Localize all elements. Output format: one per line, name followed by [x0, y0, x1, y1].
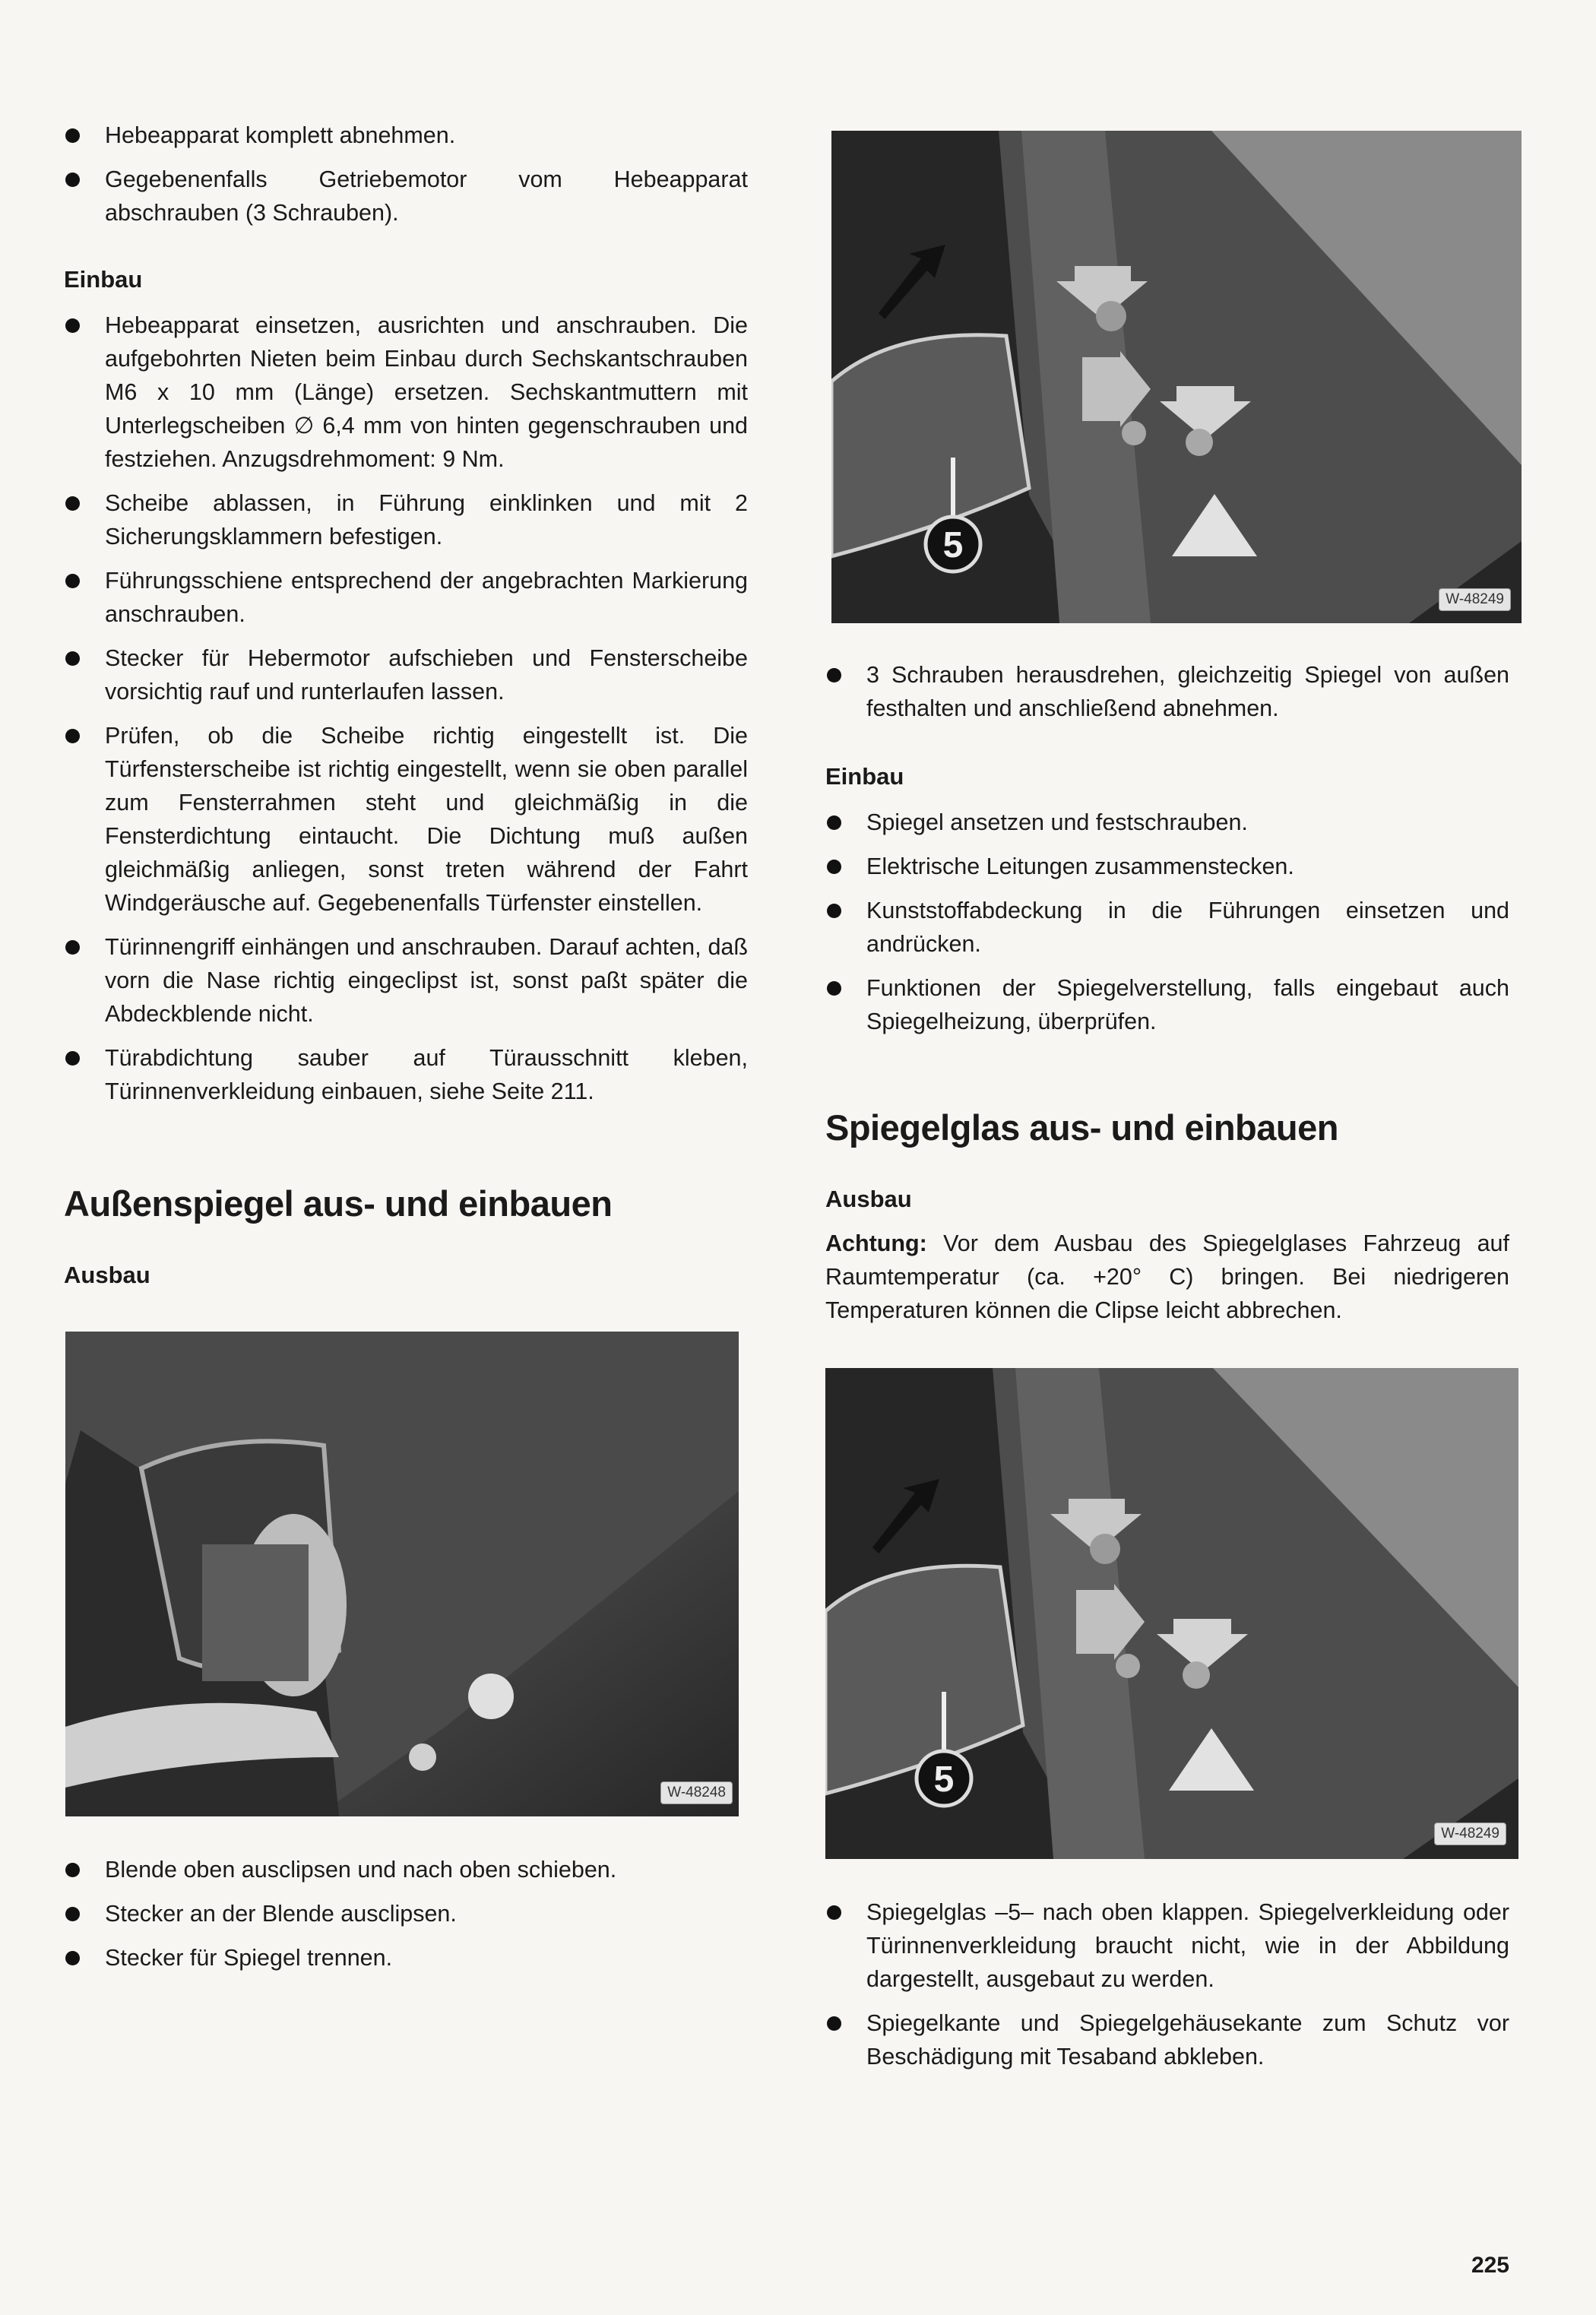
mirror-glass-steps-list	[825, 1895, 1509, 2084]
list-item-text: Funktionen der Spiegelverstellung, falls eingebaut auch Spiegelheizung, überprüfen.	[866, 975, 1509, 1034]
list-item-text: 3 Schrauben herausdrehen, gleichzeitig Spiegel von außen festhalten und anschließend abnehmen.	[866, 662, 1509, 721]
bullet-icon	[827, 2016, 841, 2031]
bullet-icon	[65, 318, 80, 333]
bullet-icon	[827, 904, 841, 918]
mirror-unscrew-steps-list	[825, 658, 1509, 736]
einbau-heading: Einbau	[825, 763, 904, 790]
list-item	[64, 1853, 748, 1886]
removal-steps-list	[64, 119, 748, 240]
marker-label-5: 5	[942, 525, 964, 565]
bullet-icon	[65, 651, 80, 666]
marker-label-5: 5	[933, 1759, 955, 1800]
photo-illustration	[65, 1332, 739, 1816]
list-item	[64, 641, 748, 708]
list-item	[825, 806, 1509, 839]
list-item	[64, 930, 748, 1031]
list-item	[825, 2006, 1509, 2073]
bullet-icon	[65, 1951, 80, 1965]
bullet-icon	[65, 1863, 80, 1877]
bullet-icon	[65, 1051, 80, 1066]
figure-code-label: W-48249	[1439, 588, 1511, 611]
list-item	[64, 1897, 748, 1930]
bullet-icon	[827, 981, 841, 996]
list-item	[64, 309, 748, 476]
list-item-text: Prüfen, ob die Scheibe richtig eingestellt ist. Die Türfensterscheibe ist richtig eingestellt, wenn sie oben parallel zum Fensterrahmen steht und gleichmäßig in die Fensterdichtung eintaucht. Die Dichtung muß außen gleichmäßig anliegen, sonst treten während der Fahrt Windgeräusche auf. Gegebenenfalls Türfenster einstellen.	[105, 723, 748, 916]
list-item-text: Kunststoffabdeckung in die Führungen einsetzen und andrücken.	[866, 898, 1509, 957]
warning-label: Achtung:	[825, 1230, 927, 1256]
list-item-text: Spiegelglas –5– nach oben klappen. Spiegelverkleidung oder Türinnenverkleidung braucht nicht, wie in der Abbildung dargestellt, ausgebaut zu werden.	[866, 1899, 1509, 1992]
list-item-text: Scheibe ablassen, in Führung einklinken und mit 2 Sicherungsklammern befestigen.	[105, 490, 748, 549]
bullet-icon	[65, 496, 80, 511]
figure-code-label: W-48248	[660, 1781, 733, 1804]
bullet-icon	[827, 815, 841, 830]
list-item	[825, 894, 1509, 961]
section-title-spiegelglas: Spiegelglas aus- und einbauen	[825, 1107, 1338, 1148]
bullet-icon	[827, 860, 841, 874]
warning-paragraph	[825, 1227, 1509, 1327]
list-item-text: Blende oben ausclipsen und nach oben schieben.	[105, 1857, 617, 1883]
figure-code-label: W-48249	[1434, 1823, 1506, 1845]
list-item-text: Türinnengriff einhängen und anschrauben. Darauf achten, daß vorn die Nase richtig eingeclipst ist, sonst paßt später die Abdeckblende nicht.	[105, 934, 748, 1027]
list-item-text: Stecker für Hebermotor aufschieben und Fensterscheibe vorsichtig rauf und runterlaufen lassen.	[105, 645, 748, 705]
list-item-text: Türabdichtung sauber auf Türausschnitt kleben, Türinnenverkleidung einbauen, siehe Seite 211.	[105, 1045, 748, 1104]
bullet-icon	[827, 668, 841, 682]
list-item-text: Gegebenenfalls Getriebemotor vom Hebeapparat abschrauben (3 Schrauben).	[105, 166, 748, 226]
list-item-text: Hebeapparat komplett abnehmen.	[105, 122, 456, 148]
ausbau-heading: Ausbau	[64, 1262, 150, 1288]
list-item	[64, 163, 748, 230]
mirror-removal-steps-list	[64, 1853, 748, 1985]
bullet-icon	[65, 574, 80, 588]
bullet-icon	[65, 128, 80, 143]
einbau-heading: Einbau	[64, 266, 143, 293]
list-item	[825, 658, 1509, 725]
bullet-icon	[65, 729, 80, 743]
list-item	[825, 850, 1509, 883]
ausbau-heading: Ausbau	[825, 1186, 912, 1212]
bullet-icon	[827, 1905, 841, 1920]
page-number: 225	[1471, 2253, 1509, 2278]
list-item	[64, 1041, 748, 1108]
photo-illustration	[831, 131, 1522, 623]
list-item-text: Stecker für Spiegel trennen.	[105, 1945, 393, 1971]
bullet-icon	[65, 1907, 80, 1921]
list-item	[64, 564, 748, 631]
bullet-icon	[65, 173, 80, 187]
section-title-aussenspiegel: Außenspiegel aus- und einbauen	[64, 1183, 613, 1224]
list-item	[64, 1941, 748, 1975]
list-item-text: Spiegel ansetzen und festschrauben.	[866, 809, 1248, 835]
list-item-text: Elektrische Leitungen zusammenstecken.	[866, 853, 1294, 879]
list-item	[825, 971, 1509, 1038]
list-item	[64, 719, 748, 920]
list-item	[64, 119, 748, 152]
photo-mirror-trim-removal	[65, 1332, 739, 1816]
photo-illustration	[825, 1368, 1518, 1859]
list-item	[64, 486, 748, 553]
list-item	[825, 1895, 1509, 1996]
list-item-text: Hebeapparat einsetzen, ausrichten und anschrauben. Die aufgebohrten Nieten beim Einbau durch Sechskantschrauben M6 x 10 mm (Länge) ersetzen. Sechskantmuttern mit Unterlegscheiben ∅ 6,4 mm von hinten gegenschrauben und festziehen. Anzugsdrehmoment: 9 Nm.	[105, 312, 748, 472]
list-item-text: Führungsschiene entsprechend der angebrachten Markierung anschrauben.	[105, 568, 748, 627]
photo-mirror-glass	[825, 1368, 1518, 1859]
warning-text: Vor dem Ausbau des Spiegelglases Fahrzeug auf Raumtemperatur (ca. +20° C) bringen. Bei niedrigeren Temperaturen können die Clipse leicht abbrechen.	[825, 1230, 1509, 1323]
installation-steps-list	[64, 309, 748, 1119]
mirror-installation-steps-list	[825, 806, 1509, 1049]
photo-mirror-screws	[831, 131, 1522, 623]
list-item-text: Spiegelkante und Spiegelgehäusekante zum Schutz vor Beschädigung mit Tesaband abkleben.	[866, 2010, 1509, 2070]
list-item-text: Stecker an der Blende ausclipsen.	[105, 1901, 457, 1927]
bullet-icon	[65, 940, 80, 955]
